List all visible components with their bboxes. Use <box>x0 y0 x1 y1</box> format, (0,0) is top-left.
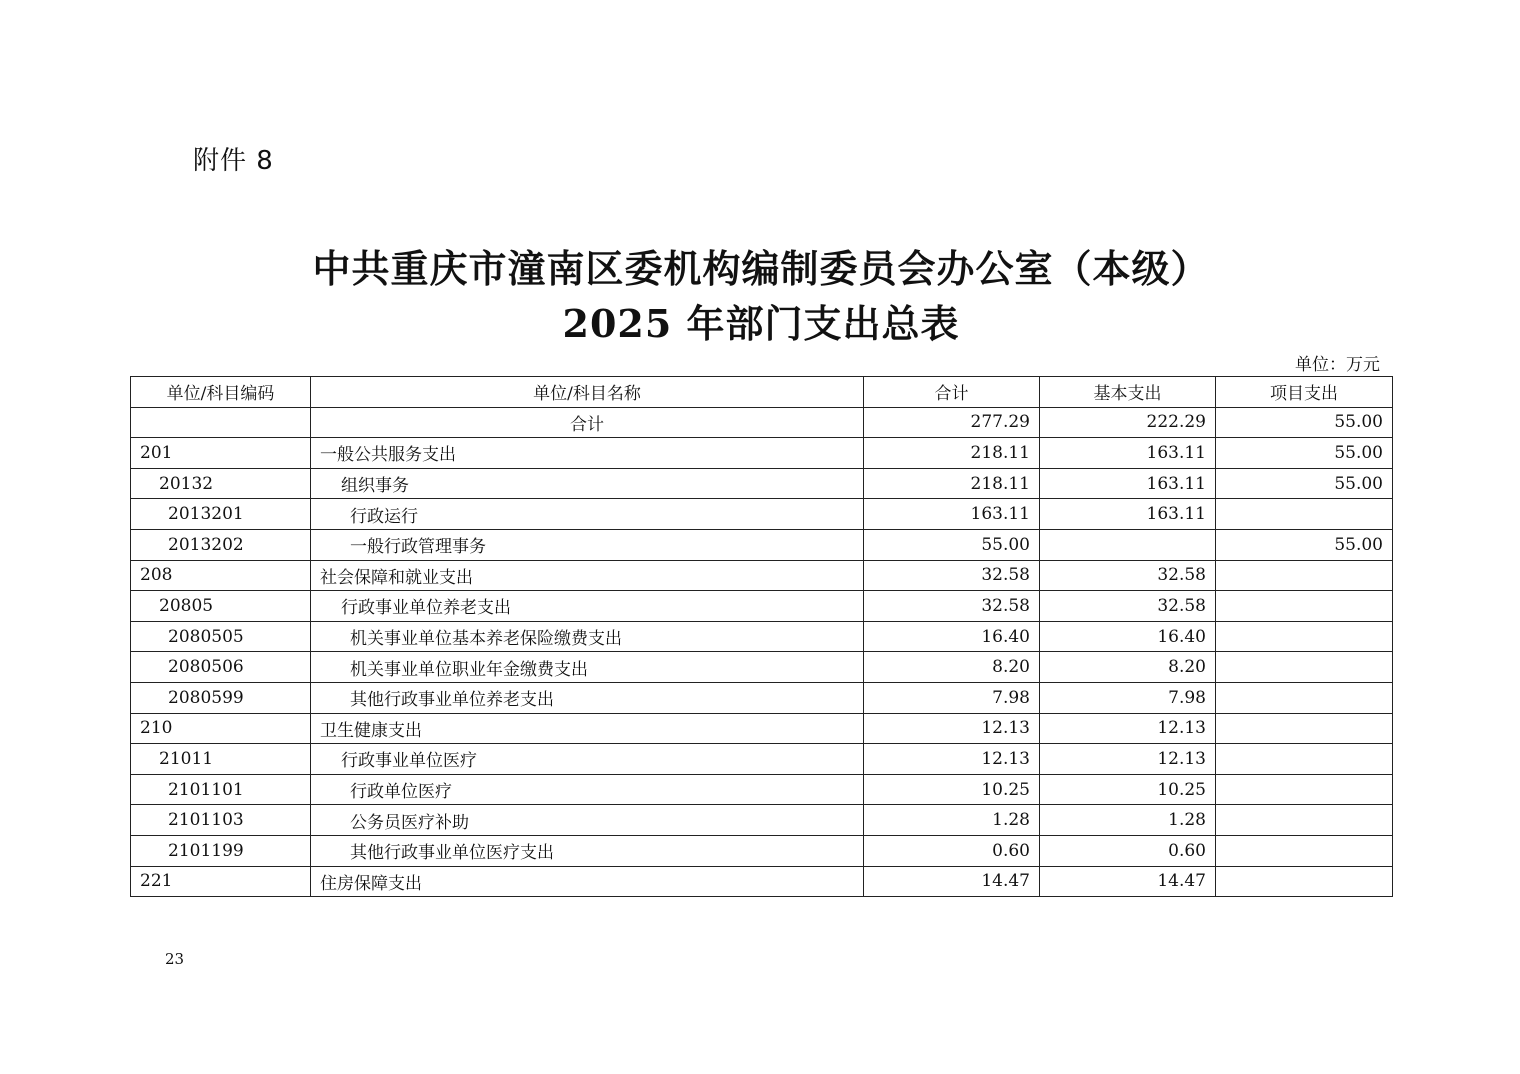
page-number: 23 <box>165 950 185 968</box>
cell-basic <box>1040 529 1216 560</box>
cell-name: 一般公共服务支出 <box>311 438 864 469</box>
cell-code <box>131 407 311 438</box>
cell-total: 12.13 <box>864 744 1040 775</box>
cell-code: 208 <box>131 560 311 591</box>
cell-basic: 7.98 <box>1040 682 1216 713</box>
cell-basic: 8.20 <box>1040 652 1216 683</box>
cell-project <box>1216 652 1393 683</box>
cell-project <box>1216 499 1393 530</box>
cell-basic: 0.60 <box>1040 835 1216 866</box>
attachment-label: 附件 8 <box>193 146 274 176</box>
cell-name: 住房保障支出 <box>311 866 864 897</box>
cell-basic: 163.11 <box>1040 468 1216 499</box>
cell-code: 2080599 <box>131 682 311 713</box>
cell-name: 机关事业单位职业年金缴费支出 <box>311 652 864 683</box>
cell-project <box>1216 805 1393 836</box>
cell-total: 163.11 <box>864 499 1040 530</box>
cell-project <box>1216 682 1393 713</box>
table-row <box>131 835 1393 866</box>
cell-name: 机关事业单位基本养老保险缴费支出 <box>311 621 864 652</box>
cell-project: 55.00 <box>1216 407 1393 438</box>
cell-name: 其他行政事业单位养老支出 <box>311 682 864 713</box>
cell-total: 16.40 <box>864 621 1040 652</box>
cell-basic: 12.13 <box>1040 744 1216 775</box>
cell-name: 一般行政管理事务 <box>311 529 864 560</box>
cell-code: 2080505 <box>131 621 311 652</box>
table-row <box>131 652 1393 683</box>
cell-total: 7.98 <box>864 682 1040 713</box>
unit-label: 单位：万元 <box>1295 355 1380 375</box>
cell-basic: 1.28 <box>1040 805 1216 836</box>
table-row <box>131 866 1393 897</box>
header-name: 单位/科目名称 <box>311 377 864 408</box>
cell-basic: 222.29 <box>1040 407 1216 438</box>
cell-code: 2101199 <box>131 835 311 866</box>
table-row <box>131 744 1393 775</box>
cell-total: 0.60 <box>864 835 1040 866</box>
cell-basic: 163.11 <box>1040 438 1216 469</box>
cell-total: 10.25 <box>864 774 1040 805</box>
cell-total: 277.29 <box>864 407 1040 438</box>
cell-name: 行政单位医疗 <box>311 774 864 805</box>
cell-basic: 14.47 <box>1040 866 1216 897</box>
cell-name: 组织事务 <box>311 468 864 499</box>
cell-total: 218.11 <box>864 468 1040 499</box>
cell-basic: 10.25 <box>1040 774 1216 805</box>
cell-code: 2101101 <box>131 774 311 805</box>
table-row <box>131 774 1393 805</box>
header-project: 项目支出 <box>1216 377 1393 408</box>
cell-code: 210 <box>131 713 311 744</box>
cell-code: 2013202 <box>131 529 311 560</box>
table-row <box>131 591 1393 622</box>
cell-project <box>1216 835 1393 866</box>
table-row <box>131 560 1393 591</box>
cell-total: 218.11 <box>864 438 1040 469</box>
cell-total: 1.28 <box>864 805 1040 836</box>
cell-project <box>1216 866 1393 897</box>
cell-code: 2080506 <box>131 652 311 683</box>
table-row <box>131 468 1393 499</box>
cell-project: 55.00 <box>1216 438 1393 469</box>
table-row <box>131 438 1393 469</box>
cell-total: 32.58 <box>864 560 1040 591</box>
cell-project <box>1216 621 1393 652</box>
table-row <box>131 621 1393 652</box>
table-header-row <box>131 377 1393 408</box>
cell-project <box>1216 560 1393 591</box>
cell-code: 20805 <box>131 591 311 622</box>
cell-name: 行政运行 <box>311 499 864 530</box>
table-row <box>131 529 1393 560</box>
table-row <box>131 805 1393 836</box>
cell-project <box>1216 774 1393 805</box>
cell-total: 8.20 <box>864 652 1040 683</box>
cell-basic: 16.40 <box>1040 621 1216 652</box>
cell-code: 201 <box>131 438 311 469</box>
cell-project <box>1216 744 1393 775</box>
cell-basic: 163.11 <box>1040 499 1216 530</box>
table-row <box>131 682 1393 713</box>
cell-code: 221 <box>131 866 311 897</box>
table-row <box>131 499 1393 530</box>
cell-project <box>1216 713 1393 744</box>
table-body <box>131 407 1393 897</box>
header-basic: 基本支出 <box>1040 377 1216 408</box>
expenditure-table <box>130 376 1393 897</box>
cell-name: 行政事业单位养老支出 <box>311 591 864 622</box>
cell-code: 2101103 <box>131 805 311 836</box>
document-title-line1: 中共重庆市潼南区委机构编制委员会办公室（本级） <box>312 246 1210 291</box>
cell-total: 12.13 <box>864 713 1040 744</box>
table-row <box>131 407 1393 438</box>
cell-name: 公务员医疗补助 <box>311 805 864 836</box>
cell-basic: 32.58 <box>1040 591 1216 622</box>
header-code: 单位/科目编码 <box>131 377 311 408</box>
cell-project: 55.00 <box>1216 468 1393 499</box>
cell-project <box>1216 591 1393 622</box>
cell-total: 32.58 <box>864 591 1040 622</box>
cell-name: 合计 <box>311 407 864 438</box>
cell-basic: 12.13 <box>1040 713 1216 744</box>
cell-basic: 32.58 <box>1040 560 1216 591</box>
cell-project: 55.00 <box>1216 529 1393 560</box>
cell-total: 14.47 <box>864 866 1040 897</box>
cell-name: 行政事业单位医疗 <box>311 744 864 775</box>
cell-code: 2013201 <box>131 499 311 530</box>
cell-name: 卫生健康支出 <box>311 713 864 744</box>
cell-name: 社会保障和就业支出 <box>311 560 864 591</box>
table-row <box>131 713 1393 744</box>
cell-name: 其他行政事业单位医疗支出 <box>311 835 864 866</box>
header-total: 合计 <box>864 377 1040 408</box>
cell-code: 21011 <box>131 744 311 775</box>
cell-total: 55.00 <box>864 529 1040 560</box>
document-title-line2: 2025 年部门支出总表 <box>562 301 960 346</box>
cell-code: 20132 <box>131 468 311 499</box>
